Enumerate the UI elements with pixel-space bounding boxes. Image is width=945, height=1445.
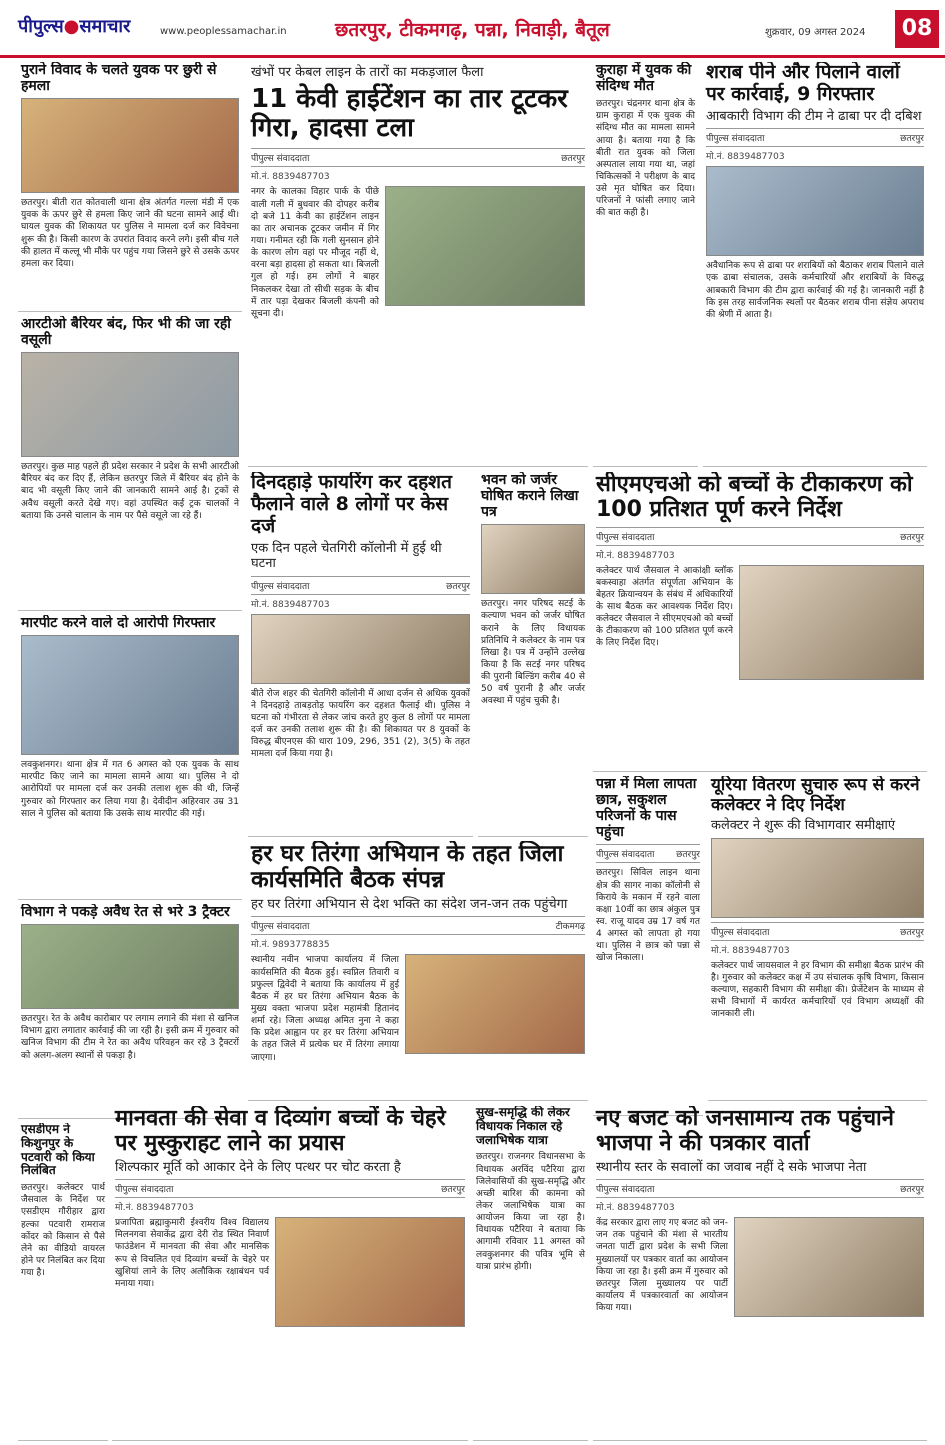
story-body: कलेक्टर पार्थ जैसवाल ने आकांक्षी ब्लॉक बकस्वाहा अंतर्गत संपूर्णता अभियान के बेहतर क्रियान्वयन के संबंध में अधिकारियों के साथ बैठक कर आवश्यक निर्देश दिए। कलेक्टर जैसवाल ने सीएमएचओ को बच्चों के टीकाकरण को 100 प्रतिशत पूर्ण करने के लिए निर्देश दिए। xyxy=(596,565,733,649)
story-vaccination xyxy=(593,472,927,772)
story-subhead: खंभों पर केबल लाइन के तारों का मकड़जाल फैला xyxy=(251,65,484,80)
byline xyxy=(115,1179,465,1198)
website-url[interactable]: www.peoplessamachar.in xyxy=(160,26,287,37)
mobile-number: मो.नं. 8839487703 xyxy=(251,599,330,610)
headline: मानवता की सेवा व दिव्यांग बच्चों के चेहरे पर मुस्कुराहट लाने का प्रयास xyxy=(115,1106,446,1157)
story-photo xyxy=(275,1217,465,1327)
story-subhead: एक दिन पहले चेतगिरी कॉलोनी में हुई थी घटना xyxy=(251,540,442,572)
place: छतरपुर xyxy=(676,850,700,861)
story-rakshabandhan xyxy=(112,1106,468,1441)
headline: पन्ना में मिला लापता छात्र, सकुशल परिजनों के पास पहुंचा xyxy=(596,776,697,841)
byline xyxy=(251,148,585,167)
story-patwari-suspended xyxy=(18,1123,108,1441)
headline: सुख-समृद्धि की लेकर विधायक निकाल रहे जलाभिषेक यात्रा xyxy=(476,1106,570,1147)
reporter: पीपुल्स संवाददाता xyxy=(706,134,765,145)
story-photo xyxy=(251,614,470,684)
story-subhead: शिल्पकार मूर्ति को आकार देने के लिए पत्थर पर चोट करता है xyxy=(115,1159,401,1175)
story-firing-case xyxy=(248,472,473,837)
story-body: बीते रोज शहर की चेतगिरी कॉलोनी में आधा दर्जन से अधिक युवकों ने दिनदहाड़े ताबड़तोड़ फायरिंग कर दहशत फैलाई थी। पुलिस ने घटना को गंभीरता से लेकर जांच करते हुए कुल 8 लोगों पर मामला दर्ज कर उनकी तलाश शुरू की है। की शिकायत पर 8 युवकों के विरुद्ध बीएनएस की धारा 109, 296, 351 (2), 3(5) के तहत मामला दर्ज किया गया है। xyxy=(251,688,470,760)
headline: आरटीओ बैरियर बंद, फिर भी की जा रही वसूली xyxy=(21,316,231,349)
place: छतरपुर xyxy=(441,1185,465,1196)
place: छतरपुर xyxy=(900,134,924,145)
headline: शराब पीने और पिलाने वालों पर कार्रवाई, 9 गिरफ्तार xyxy=(706,62,900,105)
reporter: पीपुल्स संवाददाता xyxy=(711,927,770,938)
story-har-ghar-tiranga xyxy=(248,841,588,1101)
story-body: प्रजापिता ब्रह्माकुमारी ईश्वरीय विश्व विद्यालय मिलनगवा सेवाकेंद्र द्वारा देरी रोड स्थित निवार्ण फाउंडेशन में मानवता की सेवा और मानसिक रूप से विचलित एवं दिव्यांग बच्चों के चेहरे पर खुशियां लाने के लिए अलौकिक रक्षाबंधन पर्व मनाया गया। xyxy=(115,1218,269,1289)
headline: यूरिया वितरण सुचारु रूप से करने कलेक्टर ने दिए निर्देश xyxy=(711,776,920,815)
headline: सीएमएचओ को बच्चों के टीकाकरण को 100 प्रतिशत पूर्ण करने निर्देश xyxy=(596,472,913,523)
reporter: पीपुल्स संवाददाता xyxy=(115,1185,174,1196)
place: छतरपुर xyxy=(446,581,470,592)
headline: पुराने विवाद के चलते युवक पर छुरी से हमला xyxy=(21,62,217,95)
story-assault-arrest xyxy=(18,615,242,900)
story-body: कलेक्टर पार्थ जायसवाल ने हर विभाग की समीक्षा बैठक प्रारंभ की है। गुरुवार को कलेक्टर कक्ष में उप संचालक कृषि विभाग, किसान कल्याण, सहकारी विभाग की समीक्षा की। प्रेजेंटेशन के माध्यम से सभी विभागों में कार्यरत कर्मचारियों एवं विभाग अध्यक्षों की जानकारी ली। xyxy=(711,960,924,1020)
story-body: नगर के कालका विहार पार्क के पीछे वाली गली में बुधवार की दोपहर करीब दो बजे 11 केवी का हाईटेंशन लाइन का तार अचानक टूटकर जमीन में गिर गया। गनीमत रही कि गली सुनसान होने के कारण लोग वहां पर मौजूद नहीं थे, वरना बड़ा हादसा हो सकता था। बिजली गुल हो गई। हम लोगों ने बाहर निकलकर देखा तो सीधी सड़क के बीच में तार पड़ा देखकर बिजली कंपनी को सूचना दी। xyxy=(251,187,379,319)
masthead xyxy=(0,0,945,58)
headline: दिनदहाड़े फायरिंग कर दहशत फैलाने वाले 8 लोगों पर केस दर्ज xyxy=(251,472,452,537)
headline: मारपीट करने वाले दो आरोपी गिरफ्तार xyxy=(21,615,216,631)
story-body: छतरपुर। कलेक्टर पार्थ जैसवाल के निर्देश पर एसडीएम गौरीहार द्वारा हल्का पटवारी रामराज कोंदर को किसान से पैसे लेने का वीडियो वायरल होने पर निलंबित कर दिया गया है। xyxy=(21,1183,105,1279)
story-photo xyxy=(405,954,585,1054)
byline xyxy=(706,128,924,147)
story-budget-press-meet xyxy=(593,1106,927,1441)
story-liquor-action xyxy=(703,62,927,467)
story-body: अवैधानिक रूप से ढाबा पर शराबियों को बैठाकर शराब पिलाने वाले एक ढाबा संचालक, उसके कर्मचारियों और शराबियों के विरुद्ध आबकारी विभाग की टीम द्वारा कार्रवाई की गई है। जानकारी नहीं है कि इस तरह सार्वजनिक स्थलों पर बैठकर शराब पीना संज्ञेय अपराध की श्रेणी में आता है। xyxy=(706,261,924,320)
story-illegal-sand xyxy=(18,904,242,1119)
story-body: लवकुशनगर। थाना क्षेत्र में गत 6 अगस्त को एक युवक के साथ मारपीट किए जाने का मामला सामने आया था। पुलिस ने दो आरोपियों पर मामला दर्ज कर उनकी तलाश शुरू की थी, जिन्हें गुरुवार को गिरफ्तार कर लिया गया है। देवीदीन अहिरवार उम्र 31 साल ने पुलिस को बताया कि उसके साथ मारपीट की गई। xyxy=(21,760,239,819)
headline: 11 केवी हाईटेंशन का तार टूटकर गिरा, हादसा टला xyxy=(251,83,568,144)
story-photo xyxy=(385,186,585,306)
headline: कुराहा में युवक की संदिग्ध मौत xyxy=(596,62,692,95)
story-photo xyxy=(734,1217,924,1317)
story-photo xyxy=(711,838,924,918)
reporter: पीपुल्स संवाददाता xyxy=(596,850,655,861)
headline: नए बजट को जनसामान्य तक पहुंचाने भाजपा ने की पत्रकार वार्ता xyxy=(596,1106,894,1157)
byline xyxy=(711,922,924,941)
reporter: पीपुल्स संवाददाता xyxy=(596,1185,655,1196)
place: छतरपुर xyxy=(900,532,924,543)
story-photo xyxy=(21,924,239,1009)
reporter: पीपुल्स संवाददाता xyxy=(596,532,655,543)
story-knife-attack xyxy=(18,62,242,312)
mobile-number: मो.नं. 8839487703 xyxy=(706,152,785,163)
date-line: शुक्रवार, 09 अगस्त 2024 xyxy=(765,27,866,38)
mobile-number: मो.नं. 8839487703 xyxy=(596,1203,675,1214)
brand-dot-icon: ● xyxy=(63,16,80,37)
story-photo xyxy=(706,166,924,256)
byline xyxy=(596,844,700,863)
story-body: केंद्र सरकार द्वारा लाए गए बजट को जन-जन तक पहुंचाने की मंशा से भारतीय जनता पार्टी द्वारा प्रदेश के सभी जिला मुख्यालयों पर पत्रकार वार्ता का आयोजन किया जा रहा है। इसी क्रम में गुरुवार को छतरपुर जिला मुख्यालय पर पार्टी कार्यालय में पत्रकारवार्ता का आयोजन किया गया। xyxy=(596,1218,728,1314)
story-subhead: कलेक्टर ने शुरू की विभागवार समीक्षाएं xyxy=(711,818,896,834)
brand-left: पीपुल्स xyxy=(18,16,64,37)
story-jalabhishek xyxy=(473,1106,588,1441)
byline xyxy=(596,527,924,546)
byline xyxy=(251,576,470,595)
story-body: छतरपुर। बीती रात कोतवाली थाना क्षेत्र अंतर्गत गल्ला मंडी में एक युवक के ऊपर छुरे से हमला किए जाने की घटना सामने आई थी। घायल युवक की शिकायत पर पुलिस ने मामला दर्ज कर विवेचना शुरू की है। किसी कारण के उपरांत विवाद करने लगे। इसी बीच गले की हालत में कल्लू भी मौके पर पहुंच गया जिसने छुरे से उसके ऊपर हमला कर दिया। xyxy=(21,198,239,269)
headline: हर घर तिरंगा अभियान के तहत जिला कार्यसमिति बैठक संपन्न xyxy=(251,841,564,894)
story-dilapidated-building xyxy=(478,472,588,837)
mobile-number: मो.नं. 8839487703 xyxy=(115,1203,194,1214)
story-suspicious-death xyxy=(593,62,698,467)
headline: एसडीएम ने किशुनपुर के पटवारी को किया निलंबित xyxy=(21,1123,95,1178)
mobile-number: मो.नं. 8839487703 xyxy=(251,172,330,183)
story-photo xyxy=(21,352,239,457)
story-body: छतरपुर। चंद्रनगर थाना क्षेत्र के ग्राम कुराहा में एक युवक की संदिग्ध मौत का मामला सामने आया है। बताया गया है कि बीती रात युवक को जिला अस्पताल लाया गया था, जहां चिकित्सकों ने परीक्षण के बाद उसे मृत घोषित कर दिया। परिजनों ने फांसी लगाए जाने की बात कही है। xyxy=(596,99,695,219)
mobile-number: मो.नं. 8839487703 xyxy=(596,550,675,561)
story-missing-student xyxy=(593,776,703,1116)
page-number: 08 xyxy=(895,10,939,48)
byline xyxy=(596,1179,924,1198)
reporter: पीपुल्स संवाददाता xyxy=(251,154,310,165)
story-photo xyxy=(481,524,585,594)
story-subhead: स्थानीय स्तर के सवालों का जवाब नहीं दे सके भाजपा नेता xyxy=(596,1159,867,1175)
story-body: छतरपुर। रेत के अवैध कारोबार पर लगाम लगाने की मंशा से खनिज विभाग द्वारा लगातार कार्रवाई की जा रही है। इसी क्रम में गुरुवार को खनिज विभाग की टीम ने रेत का अवैध परिवहन कर रहे 3 ट्रैक्टरों को अलग-अलग स्थानों से पकड़ा है। xyxy=(21,1014,239,1061)
place: छतरपुर xyxy=(561,154,585,165)
reporter: पीपुल्स संवाददाता xyxy=(251,922,310,933)
section-title: छतरपुर, टीकमगढ़, पन्ना, निवाड़ी, बैतूल xyxy=(335,19,610,41)
story-subhead: हर घर तिरंगा अभियान से देश भक्ति का संदेश जन-जन तक पहुंचेगा xyxy=(251,896,568,912)
story-body: छतरपुर। कुछ माह पहले ही प्रदेश सरकार ने प्रदेश के सभी आरटीओ बैरियर बंद कर दिए हैं, लेकिन छतरपुर जिले में बैरियर बंद होने के बाद भी वसूली किए जाने की जानकारी सामने आई है। ट्रकों से अवैध वसूली करते देखे गए। वहां उपस्थित कई ट्रक चालकों ने बताया कि उनसे चालान के नाम पर पैसे वसूले जा रहे हैं। xyxy=(21,462,239,521)
newspaper-logo xyxy=(18,14,130,38)
place: छतरपुर xyxy=(900,1185,924,1196)
story-body: छतरपुर। सिविल लाइन थाना क्षेत्र की सागर नाका कॉलोनी से किराये के मकान में रहने वाला कक्षा 10वीं का छात्र अंकुल पुत्र स्व. राजू यादव उम्र 17 वर्ष गत 4 अगस्त को लापता हो गया था। पुलिस ने छात्र को पन्ना से खोज निकाला। xyxy=(596,868,700,964)
story-body: छतरपुर। राजनगर विधानसभा के विधायक अरविंद पटैरिया द्वारा जिलेवासियों की सुख-समृद्धि और अच्छी बारिश की कामना को लेकर जलाभिषेक यात्रा का आयोजन किया जा रहा है। विधायक पटैरिया ने बताया कि आगामी रविवार 11 अगस्त को लवकुशनगर की पवित्र भूमि से यात्रा प्रारंभ होगी। xyxy=(476,1152,585,1272)
story-hightension-wire xyxy=(248,62,588,467)
mobile-number: मो.नं. 9893778835 xyxy=(251,940,330,951)
reporter: पीपुल्स संवाददाता xyxy=(251,581,310,592)
story-body: छतरपुर। नगर परिषद सटई के कल्याण भवन को जर्जर घोषित कराने के लिए विधायक प्रतिनिधि ने कलेक्टर के नाम पत्र लिखा है। पत्र में उन्होंने उल्लेख किया है कि सटई नगर परिषद की पुरानी बिल्डिंग करीब 40 से 50 वर्ष पुरानी है और जर्जर अवस्था में पहुंच चुकी है। xyxy=(481,599,585,707)
headline: विभाग ने पकड़े अवैध रेत से भरे 3 ट्रैक्टर xyxy=(21,904,230,920)
story-rto-barrier xyxy=(18,316,242,611)
byline xyxy=(251,916,585,935)
story-body: स्थानीय नवीन भाजपा कार्यालय में जिला कार्यसमिति की बैठक हुई। स्वप्निल तिवारी व प्रफुल्ल द्विवेदी ने बताया कि कार्यालय में हुई बैठक में हर घर तिरंगा अभियान बैठक के मुख्य वक्ता भाजपा प्रदेश महामंत्री हितानंद शर्मा रहे। जिला अध्यक्ष अमित नुना ने कहा कि प्रदेश आह्वान पर हर घर तिरंगा अभियान के तहत जिले में प्रत्येक घर में तिरंगा लगाया जाएगा। xyxy=(251,955,399,1063)
story-photo xyxy=(739,565,924,680)
story-photo xyxy=(21,98,239,193)
story-photo xyxy=(21,635,239,755)
mobile-number: मो.नं. 8839487703 xyxy=(711,945,790,956)
place: टीकमगढ़ xyxy=(555,922,585,933)
story-urea-distribution xyxy=(708,776,927,1101)
place: छतरपुर xyxy=(900,927,924,938)
headline: भवन को जर्जर घोषित कराने लिखा पत्र xyxy=(481,472,579,521)
story-subhead: आबकारी विभाग की टीम ने ढाबा पर दी दबिश xyxy=(706,108,922,124)
brand-right: समाचार xyxy=(79,16,131,37)
